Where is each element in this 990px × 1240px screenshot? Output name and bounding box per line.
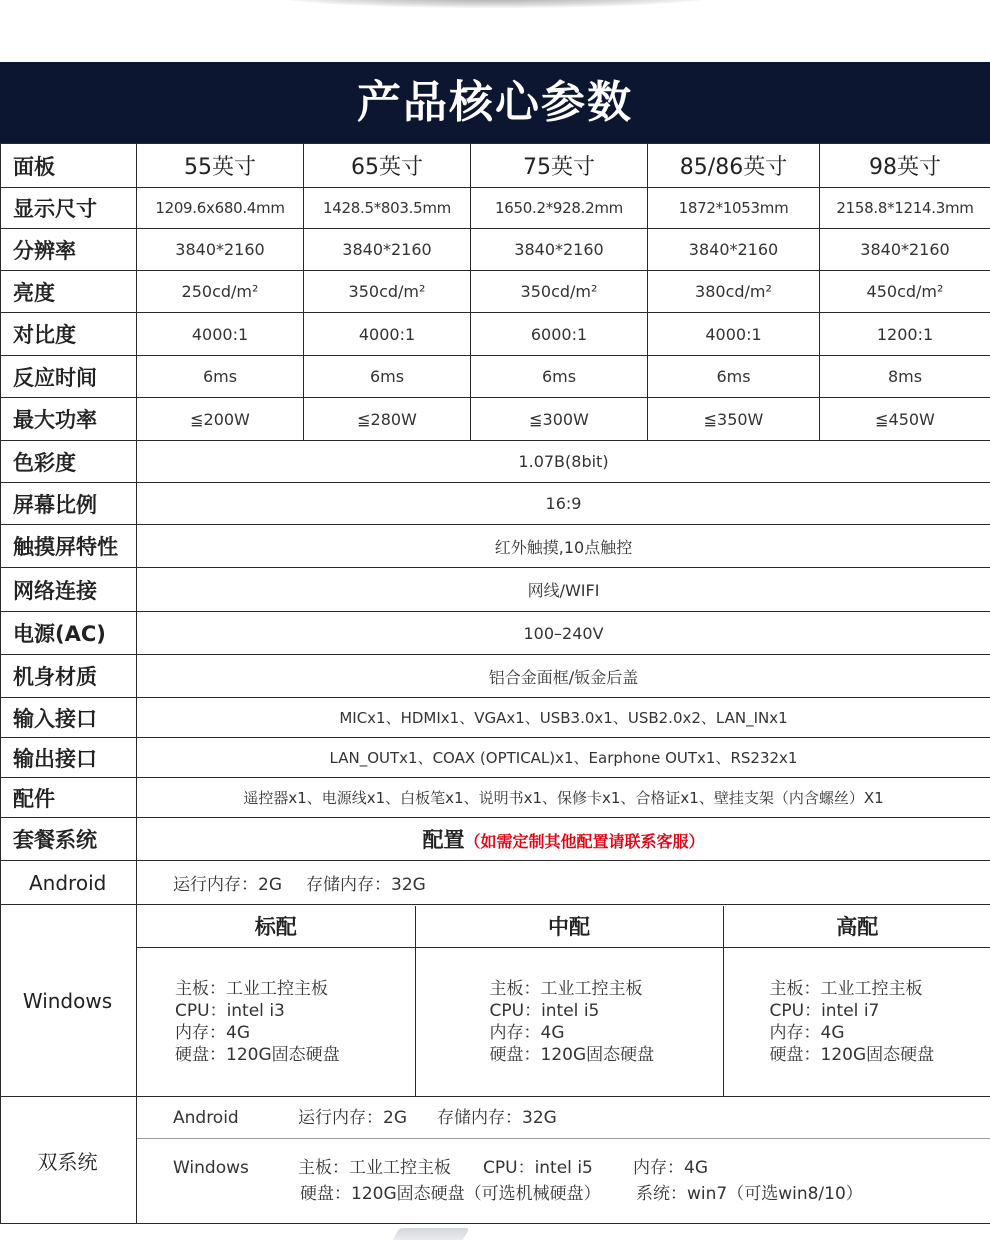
row-display-size xyxy=(1,188,990,229)
cell-value: 6000:1 xyxy=(471,313,648,356)
cell-value: 1650.2*928.2mm xyxy=(471,188,648,229)
cell-value: 6ms xyxy=(304,356,471,398)
dual-android-memory: 运行内存：2G xyxy=(298,1108,407,1128)
package-note: （如需定制其他配置请联系客服） xyxy=(464,832,705,851)
row-label: 反应时间 xyxy=(1,356,137,398)
cell-value: 8ms xyxy=(820,356,990,398)
row-input-ports xyxy=(1,698,990,738)
config-disk: 硬盘：120G固态硬盘 xyxy=(489,1044,655,1065)
dual-system-spec xyxy=(137,1097,990,1224)
config-cpu: CPU：intel i7 xyxy=(769,1000,880,1021)
cell-value: LAN_OUTx1、COAX (OPTICAL)x1、Earphone OUTx1、RS232x1 xyxy=(137,738,990,778)
row-label: 电源(AC) xyxy=(1,612,137,655)
row-label: 配件 xyxy=(1,778,137,818)
windows-configs xyxy=(137,905,990,1097)
dual-windows-ram: 内存：4G xyxy=(633,1158,708,1178)
size-85-86: 85/86英寸 xyxy=(648,144,820,188)
row-label: 最大功率 xyxy=(1,398,137,441)
row-label: 机身材质 xyxy=(1,655,137,698)
package-header xyxy=(137,818,990,861)
cell-value: 2158.8*1214.3mm xyxy=(820,188,990,229)
config-ram: 内存：4G xyxy=(489,1022,565,1043)
windows-config-body xyxy=(137,948,990,1096)
top-decorative-shadow xyxy=(270,0,720,8)
page-title: 产品核心参数 xyxy=(0,62,990,143)
row-windows xyxy=(1,905,990,1097)
row-response-time xyxy=(1,356,990,398)
cell-value: 6ms xyxy=(648,356,820,398)
dual-windows-os: 系统：win7（可选win8/10） xyxy=(636,1184,863,1204)
row-accessories xyxy=(1,778,990,818)
row-power-ac xyxy=(1,612,990,655)
cell-value: 350cd/m² xyxy=(304,271,471,313)
cell-value: 16:9 xyxy=(137,483,990,525)
cell-value: 1.07B(8bit) xyxy=(137,441,990,483)
config-mid xyxy=(415,948,723,1096)
dual-android-line xyxy=(137,1097,990,1139)
dual-windows-line xyxy=(137,1139,990,1223)
row-label: 对比度 xyxy=(1,313,137,356)
cell-value: 6ms xyxy=(471,356,648,398)
cell-value: 100–240V xyxy=(137,612,990,655)
cell-value: MICx1、HDMIx1、VGAx1、USB3.0x1、USB2.0x2、LAN_INx1 xyxy=(137,698,990,738)
row-label: 显示尺寸 xyxy=(1,188,137,229)
config-name-mid: 中配 xyxy=(415,906,723,948)
dual-windows-disk: 硬盘：120G固态硬盘（可选机械硬盘） xyxy=(300,1184,601,1204)
cell-value: ≦450W xyxy=(820,398,990,441)
android-spec xyxy=(137,861,990,905)
cell-value: ≦200W xyxy=(137,398,304,441)
row-label: 亮度 xyxy=(1,271,137,313)
row-material xyxy=(1,655,990,698)
cell-value: 3840*2160 xyxy=(137,229,304,271)
cell-value: 铝合金面框/钣金后盖 xyxy=(137,655,990,698)
package-title: 配置 xyxy=(422,828,465,852)
cell-value: 450cd/m² xyxy=(820,271,990,313)
row-label-dual: 双系统 xyxy=(1,1097,137,1224)
config-ram: 内存：4G xyxy=(175,1022,250,1043)
windows-config-head xyxy=(137,906,990,948)
cell-value: 4000:1 xyxy=(137,313,304,356)
row-max-power xyxy=(1,398,990,441)
row-package xyxy=(1,818,990,861)
config-board: 主板：工业工控主板 xyxy=(489,978,643,999)
row-dual-system xyxy=(1,1097,990,1224)
size-55: 55英寸 xyxy=(137,144,304,188)
config-name-standard: 标配 xyxy=(137,906,415,948)
cell-value: ≦350W xyxy=(648,398,820,441)
row-label: 套餐系统 xyxy=(1,818,137,861)
row-label-panel: 面板 xyxy=(1,144,137,188)
dual-android-name: Android xyxy=(173,1108,239,1128)
row-label-windows: Windows xyxy=(1,905,137,1097)
row-contrast xyxy=(1,313,990,356)
size-65: 65英寸 xyxy=(304,144,471,188)
spec-table xyxy=(0,143,990,1224)
row-output-ports xyxy=(1,738,990,778)
row-label: 输出接口 xyxy=(1,738,137,778)
cell-value: 3840*2160 xyxy=(648,229,820,271)
row-label: 分辨率 xyxy=(1,229,137,271)
dual-windows-name: Windows xyxy=(173,1158,249,1178)
cell-value: 3840*2160 xyxy=(820,229,990,271)
config-high xyxy=(723,948,990,1096)
config-ram: 内存：4G xyxy=(769,1022,845,1043)
row-android xyxy=(1,861,990,905)
config-disk: 硬盘：120G固态硬盘 xyxy=(769,1044,935,1065)
dual-windows-cpu: CPU：intel i5 xyxy=(483,1158,593,1178)
dual-android-storage: 存储内存：32G xyxy=(437,1108,557,1128)
row-label: 屏幕比例 xyxy=(1,483,137,525)
row-network xyxy=(1,568,990,612)
size-98: 98英寸 xyxy=(820,144,990,188)
cell-value: 红外触摸,10点触控 xyxy=(137,525,990,568)
cell-value: 1428.5*803.5mm xyxy=(304,188,471,229)
android-storage: 存储内存：32G xyxy=(306,875,426,895)
cell-value: 350cd/m² xyxy=(471,271,648,313)
dual-windows-board: 主板：工业工控主板 xyxy=(298,1158,451,1178)
config-board: 主板：工业工控主板 xyxy=(769,978,923,999)
bottom-decorative-shape xyxy=(390,1228,469,1240)
cell-value: 网线/WIFI xyxy=(137,568,990,612)
row-touch xyxy=(1,525,990,568)
cell-value: 1872*1053mm xyxy=(648,188,820,229)
row-brightness xyxy=(1,271,990,313)
cell-value: 1209.6x680.4mm xyxy=(137,188,304,229)
cell-value: 3840*2160 xyxy=(304,229,471,271)
config-spec-block xyxy=(726,978,990,1066)
row-label: 触摸屏特性 xyxy=(1,525,137,568)
config-cpu: CPU：intel i5 xyxy=(489,1000,600,1021)
cell-value: 4000:1 xyxy=(304,313,471,356)
cell-value: 250cd/m² xyxy=(137,271,304,313)
row-label: 网络连接 xyxy=(1,568,137,612)
row-label: 色彩度 xyxy=(1,441,137,483)
config-disk: 硬盘：120G固态硬盘 xyxy=(175,1044,340,1065)
cell-value: ≦300W xyxy=(471,398,648,441)
cell-value: 遥控器x1、电源线x1、白板笔x1、说明书x1、保修卡x1、合格证x1、壁挂支架（内含螺丝）X1 xyxy=(137,778,990,818)
config-cpu: CPU：intel i3 xyxy=(175,1000,285,1021)
row-resolution xyxy=(1,229,990,271)
cell-value: 6ms xyxy=(137,356,304,398)
row-aspect-ratio xyxy=(1,483,990,525)
row-color-depth xyxy=(1,441,990,483)
config-name-high: 高配 xyxy=(723,906,990,948)
cell-value: ≦280W xyxy=(304,398,471,441)
config-board: 主板：工业工控主板 xyxy=(175,978,328,999)
windows-config-table xyxy=(137,906,990,1096)
size-75: 75英寸 xyxy=(471,144,648,188)
config-standard xyxy=(137,948,415,1096)
cell-value: 3840*2160 xyxy=(471,229,648,271)
android-memory: 运行内存：2G xyxy=(173,875,282,895)
cell-value: 4000:1 xyxy=(648,313,820,356)
row-label-android: Android xyxy=(1,861,137,905)
cell-value: 1200:1 xyxy=(820,313,990,356)
config-spec-block xyxy=(139,978,413,1066)
header-row xyxy=(1,144,990,188)
config-spec-block xyxy=(418,978,721,1066)
row-label: 输入接口 xyxy=(1,698,137,738)
cell-value: 380cd/m² xyxy=(648,271,820,313)
